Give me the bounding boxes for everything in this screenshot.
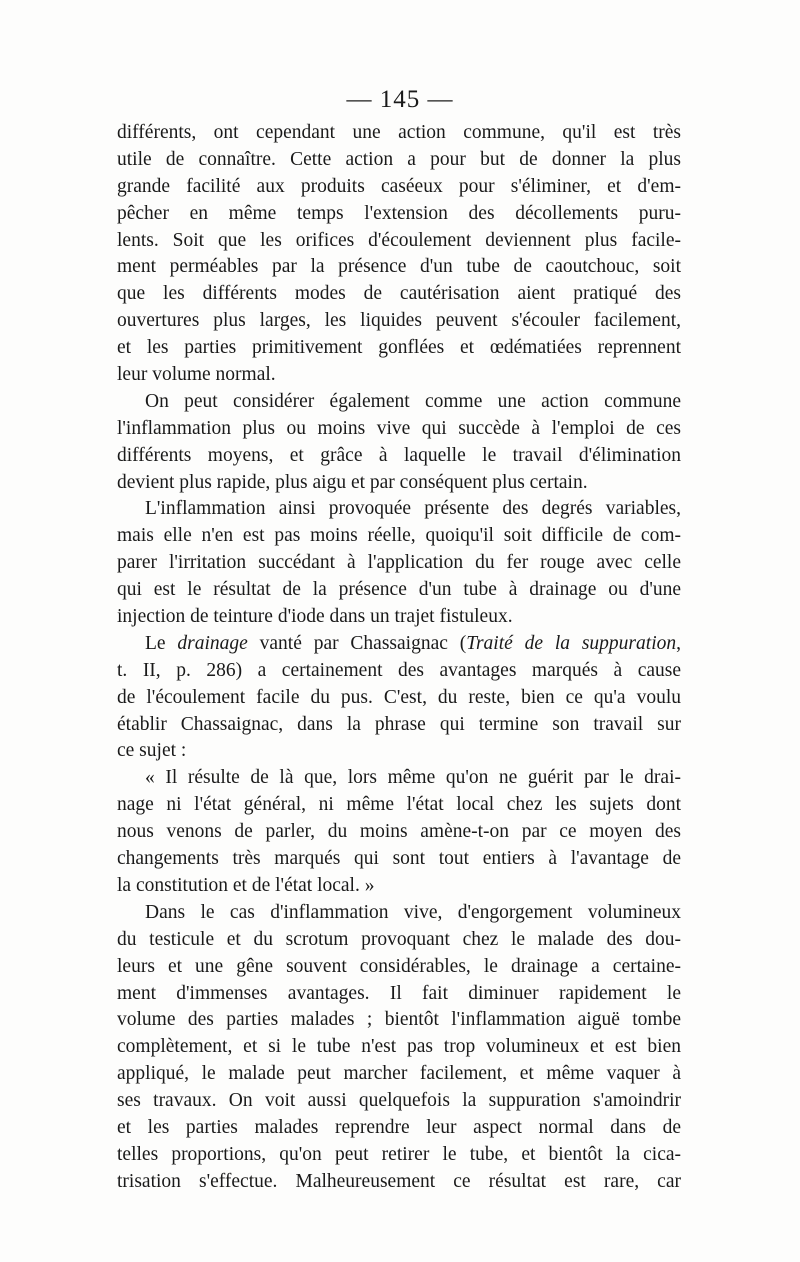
text-fragment: vanté par Chassaignac ( (247, 632, 467, 654)
text-fragment: Le (145, 632, 178, 654)
text-line: leur volume normal. (117, 364, 276, 386)
text-line: établir Chassaignac, dans la phrase qui termine son travail sur (117, 713, 681, 735)
text-line: telles proportions, qu'on peut retirer le tube, et bientôt la cica- (117, 1143, 681, 1165)
text-line: ce sujet : (117, 740, 187, 762)
text-line: mais elle n'en est pas moins réelle, quoiqu'il soit difficile de com- (117, 525, 681, 547)
text-line: ouvertures plus larges, les liquides peuvent s'écouler facilement, (117, 310, 681, 332)
text-line: injection de teinture d'iode dans un trajet fistuleux. (117, 606, 513, 628)
text-line: du testicule et du scrotum provoquant chez le malade des dou- (117, 928, 681, 950)
body-text (117, 120, 681, 1196)
text-line: et les parties primitivement gonflées et œdématiées reprennent (117, 337, 681, 359)
text-line: qui est le résultat de la présence d'un tube à drainage ou d'une (117, 579, 681, 601)
text-line (117, 631, 681, 658)
text-line: la constitution et de l'état local. » (117, 874, 375, 896)
text-line: grande facilité aux produits caséeux pour s'éliminer, et d'em- (117, 175, 681, 197)
italic-term: drainage (177, 632, 248, 654)
text-line: devient plus rapide, plus aigu et par conséquent plus certain. (117, 471, 588, 493)
text-line: et les parties malades reprendre leur aspect normal dans de (117, 1116, 681, 1138)
text-line: « Il résulte de là que, lors même qu'on ne guérit par le drai- (145, 767, 681, 789)
text-fragment: , (676, 632, 681, 654)
text-line: différents, ont cependant une action commune, qu'il est très (117, 122, 681, 143)
text-line: lents. Soit que les orifices d'écoulement deviennent plus facile- (117, 229, 681, 251)
italic-title: Traité de la suppuration (466, 632, 677, 654)
text-line: ment perméables par la présence d'un tube de caoutchouc, soit (117, 256, 681, 278)
text-line: appliqué, le malade peut marcher facilement, et même vaquer à (117, 1063, 681, 1085)
text-line: l'inflammation plus ou moins vive qui succède à l'emploi de ces (117, 417, 681, 439)
text-line: nous venons de parler, du moins amène-t-on par ce moyen des (117, 821, 681, 843)
text-line: Dans le cas d'inflammation vive, d'engorgement volumineux (145, 901, 681, 923)
text-line: que les différents modes de cautérisation aient pratiqué des (117, 283, 681, 305)
text-line: t. II, p. 286) a certainement des avantages marqués à cause (117, 659, 681, 681)
text-line: leurs et une gêne souvent considérables, le drainage a certaine- (117, 955, 681, 977)
text-line: changements très marqués qui sont tout entiers à l'avantage de (117, 848, 681, 870)
text-line: complètement, et si le tube n'est pas trop volumineux et est bien (117, 1036, 681, 1058)
text-line: utile de connaître. Cette action a pour but de donner la plus (117, 148, 681, 170)
text-line: de l'écoulement facile du pus. C'est, du reste, bien ce qu'a voulu (117, 686, 681, 708)
text-line: volume des parties malades ; bientôt l'inflammation aiguë tombe (117, 1009, 681, 1031)
text-line: parer l'irritation succédant à l'application du fer rouge avec celle (117, 552, 681, 574)
text-line: On peut considérer également comme une action commune (145, 390, 681, 412)
text-line: trisation s'effectue. Malheureusement ce résultat est rare, car (117, 1170, 681, 1192)
text-line: différents moyens, et grâce à laquelle le travail d'élimination (117, 444, 681, 466)
text-line: nage ni l'état général, ni même l'état local chez les sujets dont (117, 794, 681, 816)
page-number: — 145 — (346, 86, 454, 113)
text-line: pêcher en même temps l'extension des décollements puru- (117, 202, 681, 224)
text-line: ses travaux. On voit aussi quelquefois la suppuration s'amoindrir (117, 1090, 681, 1112)
text-line: L'inflammation ainsi provoquée présente des degrés variables, (145, 498, 681, 520)
text-line: ment d'immenses avantages. Il fait diminuer rapidement le (117, 982, 681, 1004)
